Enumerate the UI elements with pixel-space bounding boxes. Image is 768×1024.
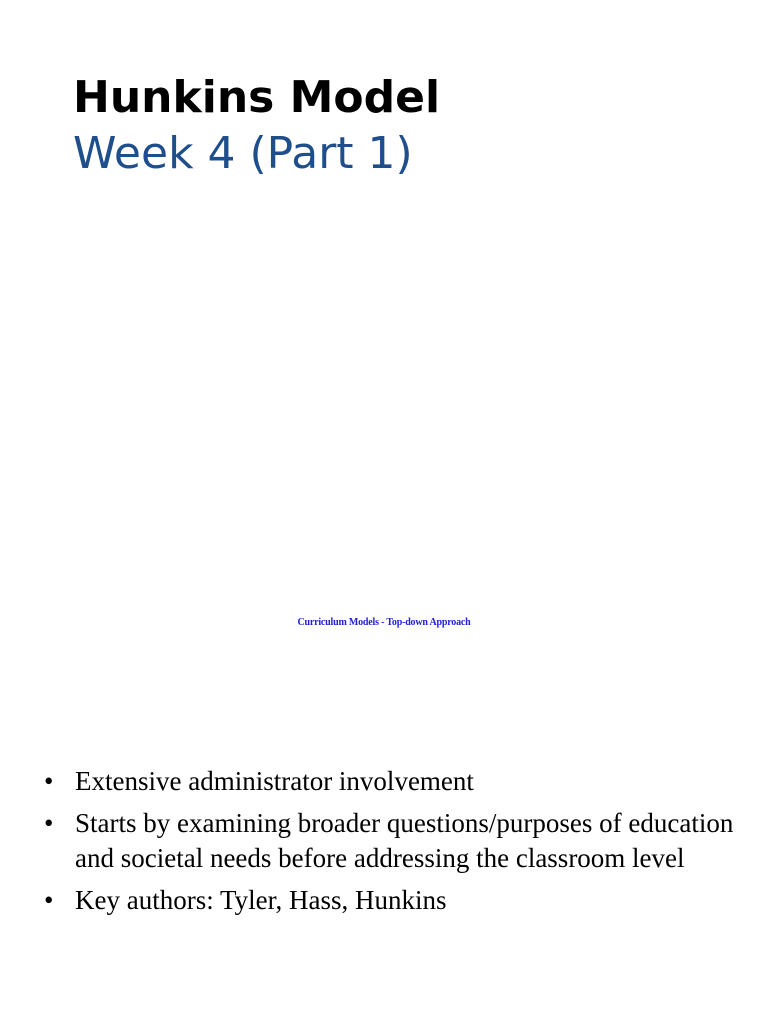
bullet-icon: • xyxy=(44,766,54,796)
bullet-item xyxy=(44,806,734,876)
bullet-list xyxy=(44,764,734,925)
slide-title: Hunkins Model xyxy=(73,72,441,123)
bullet-item xyxy=(44,764,734,799)
bullet-icon: • xyxy=(44,808,54,838)
bullet-text: Starts by examining broader questions/purposes of education and societal needs before addressing the classroom level xyxy=(75,808,734,873)
bullet-item xyxy=(44,883,734,918)
slide-subtitle: Week 4 (Part 1) xyxy=(73,128,413,179)
bullet-text: Key authors: Tyler, Hass, Hunkins xyxy=(75,885,447,915)
bullet-text: Extensive administrator involvement xyxy=(75,766,474,796)
diagram-caption: Curriculum Models - Top-down Approach xyxy=(297,617,471,628)
bullet-icon: • xyxy=(44,885,54,915)
